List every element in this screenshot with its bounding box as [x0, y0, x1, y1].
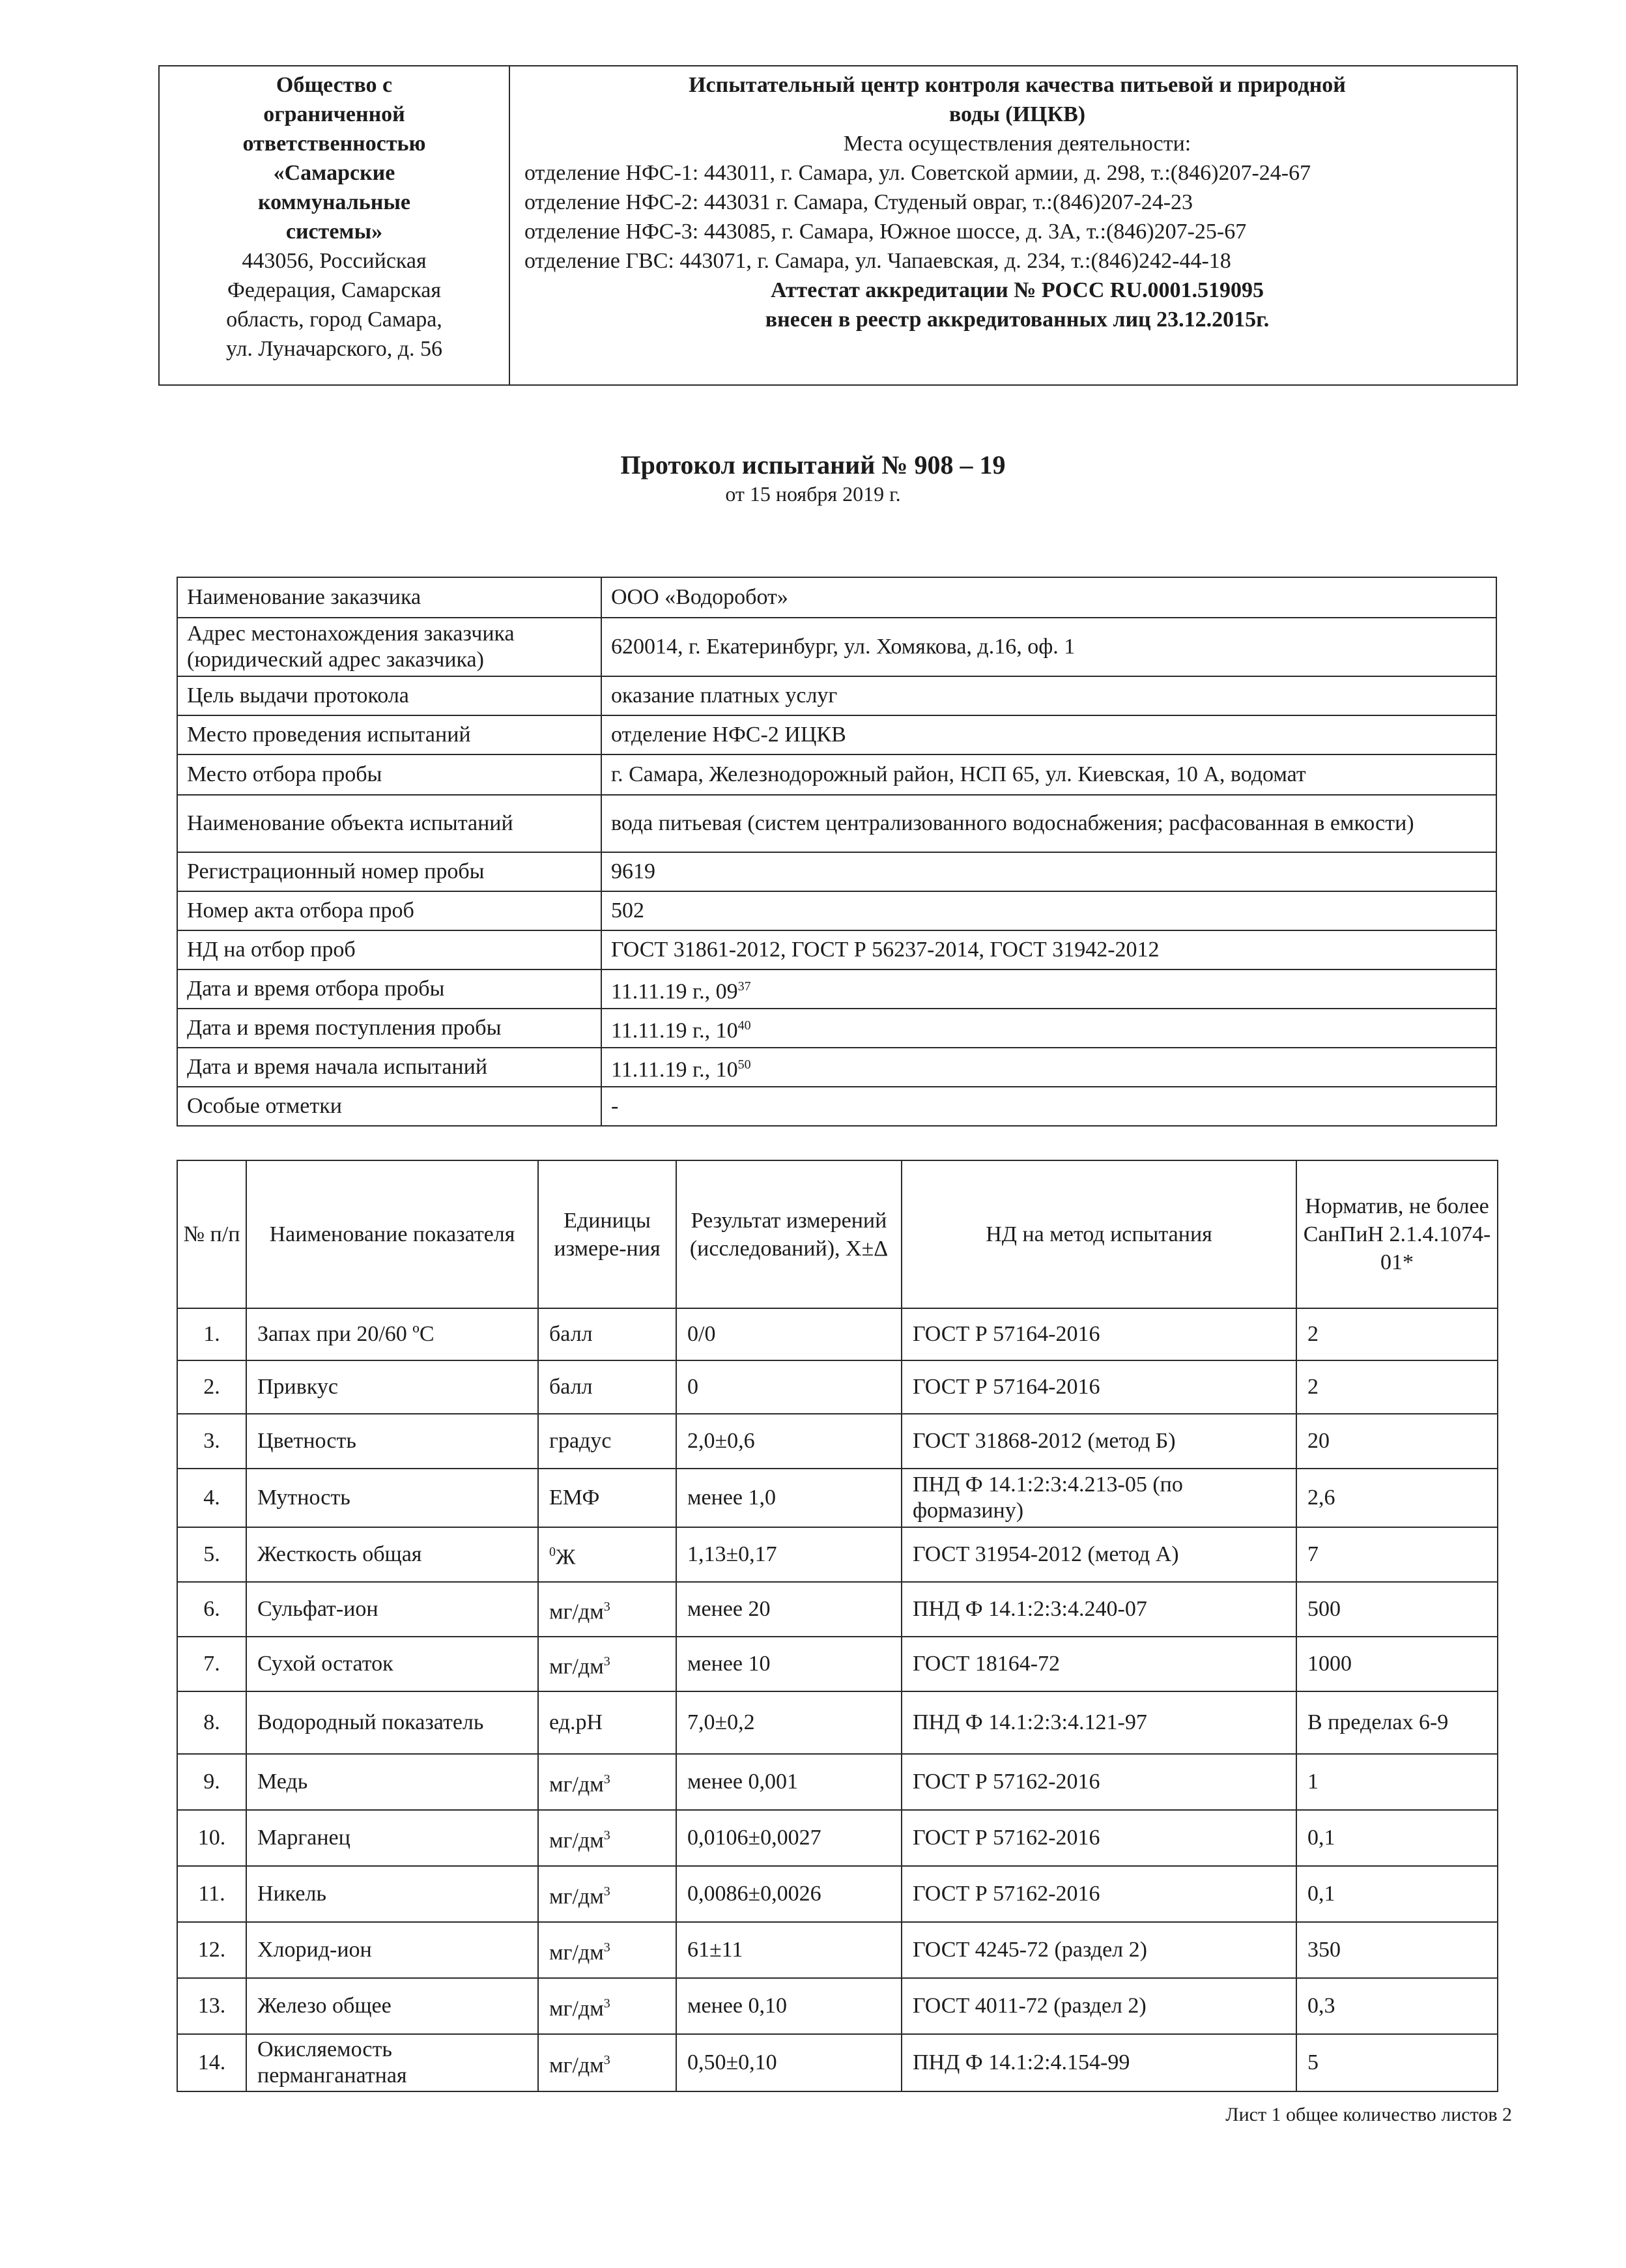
result-unit: [538, 1691, 676, 1754]
result-num: 14.: [177, 2034, 246, 2091]
unit-text: мг/дм: [549, 2053, 604, 2078]
unit-text: мг/дм: [549, 1940, 604, 1965]
result-unit: [538, 1308, 676, 1360]
result-norm: 7: [1296, 1527, 1498, 1582]
result-name: Железо общее: [246, 1978, 538, 2034]
unit-sup: 3: [603, 1654, 610, 1669]
result-num: 10.: [177, 1810, 246, 1866]
result-norm: 1: [1296, 1754, 1498, 1810]
result-method: ГОСТ Р 57162-2016: [902, 1810, 1296, 1866]
info-value-text: 11.11.19 г., 10: [611, 1057, 738, 1082]
unit-sup: 3: [603, 1828, 610, 1843]
result-row: [177, 1469, 1498, 1527]
unit-text: мг/дм: [549, 1654, 604, 1679]
result-method: ГОСТ Р 57162-2016: [902, 1754, 1296, 1810]
unit-text: градус: [549, 1429, 612, 1453]
info-value: [601, 1009, 1496, 1048]
info-value-text: 11.11.19 г., 10: [611, 1018, 738, 1043]
col-header-result: Результат измерений (исследований), X±Δ: [676, 1160, 902, 1308]
result-unit: [538, 1866, 676, 1922]
result-method: ПНД Ф 14.1:2:3:4.213-05 (по формазину): [902, 1469, 1296, 1527]
accreditation-line: внесен в реестр аккредитованных лиц 23.12.2015г.: [765, 308, 1270, 332]
result-unit: [538, 1360, 676, 1414]
org-name-line: ответственностью: [242, 132, 426, 156]
info-value: ООО «Водоробот»: [601, 577, 1496, 618]
info-row: [177, 852, 1496, 891]
result-method: ГОСТ Р 57162-2016: [902, 1866, 1296, 1922]
result-name: Привкус: [246, 1360, 538, 1414]
org-name-line: системы»: [285, 220, 383, 244]
sheet-footer: Лист 1 общее количество листов 2: [1225, 2104, 1512, 2125]
result-row: [177, 1754, 1498, 1810]
info-value-sup: 40: [737, 1018, 751, 1033]
result-row: [177, 1866, 1498, 1922]
result-method: ГОСТ 4245-72 (раздел 2): [902, 1922, 1296, 1978]
org-address-line: 443056, Российская: [242, 249, 427, 273]
info-value: 502: [601, 891, 1496, 930]
result-num: 4.: [177, 1469, 246, 1527]
result-num: 2.: [177, 1360, 246, 1414]
places-caption: Места осуществления деятельности:: [843, 132, 1191, 156]
info-value: г. Самара, Железнодорожный район, НСП 65, ул. Киевская, 10 А, водомат: [601, 754, 1496, 795]
result-norm: В пределах 6-9: [1296, 1691, 1498, 1754]
result-num: 8.: [177, 1691, 246, 1754]
info-value: [601, 1048, 1496, 1087]
result-row: [177, 1637, 1498, 1691]
unit-sup: 3: [603, 1940, 610, 1955]
info-row: [177, 1009, 1496, 1048]
result-name: Водородный показатель: [246, 1691, 538, 1754]
col-header-norm: Норматив, не более СанПиН 2.1.4.1074-01*: [1296, 1160, 1498, 1308]
result-unit: [538, 1637, 676, 1691]
info-label: Место отбора пробы: [177, 754, 601, 795]
org-name-line: «Самарские: [273, 161, 395, 185]
result-unit: [538, 1469, 676, 1527]
results-table: [177, 1160, 1498, 2092]
unit-text: ЕМФ: [549, 1486, 600, 1510]
info-row: [177, 618, 1496, 676]
result-row: [177, 1308, 1498, 1360]
info-label: Дата и время начала испытаний: [177, 1048, 601, 1087]
result-value: 0,0106±0,0027: [676, 1810, 902, 1866]
result-name: Марганец: [246, 1810, 538, 1866]
result-name: Запах при 20/60 ºС: [246, 1308, 538, 1360]
info-row: [177, 930, 1496, 969]
result-num: 12.: [177, 1922, 246, 1978]
result-row: [177, 1582, 1498, 1637]
info-label: Адрес местонахождения заказчика (юридический адрес заказчика): [177, 618, 601, 676]
result-value: 0: [676, 1360, 902, 1414]
result-value: 61±11: [676, 1922, 902, 1978]
info-row: [177, 795, 1496, 852]
accreditation-line: Аттестат аккредитации № РОСС RU.0001.519095: [770, 278, 1264, 302]
unit-text: мг/дм: [549, 1828, 604, 1853]
result-row: [177, 1922, 1498, 1978]
result-method: ПНД Ф 14.1:2:3:4.240-07: [902, 1582, 1296, 1637]
result-norm: 20: [1296, 1414, 1498, 1469]
unit-text: мг/дм: [549, 1772, 604, 1797]
result-norm: 350: [1296, 1922, 1498, 1978]
info-row: [177, 1048, 1496, 1087]
result-value: менее 20: [676, 1582, 902, 1637]
info-row: [177, 891, 1496, 930]
result-norm: 5: [1296, 2034, 1498, 2091]
unit-text: мг/дм: [549, 1884, 604, 1909]
unit-text: балл: [549, 1322, 593, 1346]
result-value: 0,50±0,10: [676, 2034, 902, 2091]
result-value: менее 0,001: [676, 1754, 902, 1810]
result-method: ПНД Ф 14.1:2:4.154-99: [902, 2034, 1296, 2091]
info-row: [177, 676, 1496, 715]
result-norm: 1000: [1296, 1637, 1498, 1691]
result-norm: 2,6: [1296, 1469, 1498, 1527]
result-unit: [538, 1582, 676, 1637]
header-table: [158, 65, 1518, 386]
department-line: отделение НФС-1: 443011, г. Самара, ул. Советской армии, д. 298, т.:(846)207-24-67: [524, 161, 1311, 185]
org-address-line: Федерация, Самарская: [227, 278, 441, 302]
info-label: Цель выдачи протокола: [177, 676, 601, 715]
result-norm: 0,3: [1296, 1978, 1498, 2034]
department-line: отделение НФС-2: 443031 г. Самара, Студеный овраг, т.:(846)207-24-23: [524, 190, 1193, 214]
result-value: 7,0±0,2: [676, 1691, 902, 1754]
info-row: [177, 969, 1496, 1009]
unit-sup: 3: [603, 1772, 610, 1787]
col-header-unit: Единицы измере-ния: [538, 1160, 676, 1308]
info-value: 9619: [601, 852, 1496, 891]
result-unit: [538, 1754, 676, 1810]
result-method: ПНД Ф 14.1:2:3:4.121-97: [902, 1691, 1296, 1754]
info-label: Регистрационный номер пробы: [177, 852, 601, 891]
result-num: 7.: [177, 1637, 246, 1691]
info-row: [177, 715, 1496, 754]
result-unit: [538, 1978, 676, 2034]
result-row: [177, 1810, 1498, 1866]
result-row: [177, 1691, 1498, 1754]
lab-title-line: Испытательный центр контроля качества питьевой и природной: [689, 73, 1346, 97]
info-label: Особые отметки: [177, 1087, 601, 1126]
info-value: [601, 969, 1496, 1009]
sample-info-table: [177, 577, 1497, 1127]
info-label: Дата и время поступления пробы: [177, 1009, 601, 1048]
result-num: 9.: [177, 1754, 246, 1810]
info-value: оказание платных услуг: [601, 676, 1496, 715]
result-row: [177, 1978, 1498, 2034]
results-body: [177, 1308, 1498, 2091]
result-name: Медь: [246, 1754, 538, 1810]
result-name: Окисляемость перманганатная: [246, 2034, 538, 2091]
unit-text: мг/дм: [549, 1996, 604, 2021]
info-label: Наименование объекта испытаний: [177, 795, 601, 852]
result-value: 0,0086±0,0026: [676, 1866, 902, 1922]
result-norm: 500: [1296, 1582, 1498, 1637]
result-method: ГОСТ 4011-72 (раздел 2): [902, 1978, 1296, 2034]
info-row: [177, 754, 1496, 795]
result-norm: 0,1: [1296, 1810, 1498, 1866]
result-row: [177, 2034, 1498, 2091]
org-name-line: Общество с: [276, 73, 393, 97]
protocol-title: Протокол испытаний № 908 – 19: [620, 450, 1006, 480]
org-address-line: область, город Самара,: [226, 308, 442, 332]
result-unit: [538, 2034, 676, 2091]
org-name-line: коммунальные: [258, 190, 410, 214]
result-method: ГОСТ 31954-2012 (метод А): [902, 1527, 1296, 1582]
info-value: -: [601, 1087, 1496, 1126]
result-value: менее 10: [676, 1637, 902, 1691]
result-unit: [538, 1810, 676, 1866]
result-num: 1.: [177, 1308, 246, 1360]
department-line: отделение НФС-3: 443085, г. Самара, Южное шоссе, д. 3А, т.:(846)207-25-67: [524, 220, 1247, 244]
info-label: Наименование заказчика: [177, 577, 601, 618]
info-value-sup: 37: [737, 979, 751, 994]
unit-text: ед.pH: [549, 1710, 603, 1734]
result-unit: [538, 1414, 676, 1469]
unit-sup: 3: [603, 1884, 610, 1899]
result-name: Хлорид-ион: [246, 1922, 538, 1978]
result-unit: [538, 1527, 676, 1582]
result-row: [177, 1527, 1498, 1582]
result-method: ГОСТ 18164-72: [902, 1637, 1296, 1691]
protocol-date: от 15 ноября 2019 г.: [725, 482, 901, 506]
result-name: Жесткость общая: [246, 1527, 538, 1582]
result-value: 0/0: [676, 1308, 902, 1360]
result-row: [177, 1414, 1498, 1469]
unit-degree: 0: [549, 1544, 556, 1559]
info-label: Номер акта отбора проб: [177, 891, 601, 930]
result-norm: 2: [1296, 1308, 1498, 1360]
result-method: ГОСТ 31868-2012 (метод Б): [902, 1414, 1296, 1469]
result-name: Цветность: [246, 1414, 538, 1469]
result-num: 13.: [177, 1978, 246, 2034]
result-row: [177, 1360, 1498, 1414]
info-label: Место проведения испытаний: [177, 715, 601, 754]
lab-title-line: воды (ИЦКВ): [948, 102, 1086, 126]
lab-cell: [509, 66, 1517, 385]
org-address-line: ул. Луначарского, д. 56: [225, 337, 443, 361]
info-value: 620014, г. Екатеринбург, ул. Хомякова, д.16, оф. 1: [601, 618, 1496, 676]
results-header-row: [177, 1160, 1498, 1308]
info-value: ГОСТ 31861-2012, ГОСТ Р 56237-2014, ГОСТ 31942-2012: [601, 930, 1496, 969]
result-value: менее 1,0: [676, 1469, 902, 1527]
info-label: НД на отбор проб: [177, 930, 601, 969]
info-value-text: 11.11.19 г., 09: [611, 979, 738, 1004]
result-value: 2,0±0,6: [676, 1414, 902, 1469]
info-value: отделение НФС-2 ИЦКВ: [601, 715, 1496, 754]
col-header-method: НД на метод испытания: [902, 1160, 1296, 1308]
col-header-num: № п/п: [177, 1160, 246, 1308]
info-value-sup: 50: [737, 1057, 751, 1072]
unit-text: балл: [549, 1375, 593, 1399]
result-norm: 2: [1296, 1360, 1498, 1414]
unit-sup: 3: [603, 1599, 610, 1614]
result-method: ГОСТ Р 57164-2016: [902, 1360, 1296, 1414]
result-num: 6.: [177, 1582, 246, 1637]
org-name-line: ограниченной: [263, 102, 405, 126]
result-unit: [538, 1922, 676, 1978]
result-num: 5.: [177, 1527, 246, 1582]
result-name: Мутность: [246, 1469, 538, 1527]
info-row: [177, 577, 1496, 618]
result-norm: 0,1: [1296, 1866, 1498, 1922]
result-name: Никель: [246, 1866, 538, 1922]
info-row: [177, 1087, 1496, 1126]
department-line: отделение ГВС: 443071, г. Самара, ул. Чапаевская, д. 234, т.:(846)242-44-18: [524, 249, 1231, 273]
unit-text: Ж: [556, 1545, 576, 1570]
result-name: Сульфат-ион: [246, 1582, 538, 1637]
col-header-name: Наименование показателя: [246, 1160, 538, 1308]
result-value: менее 0,10: [676, 1978, 902, 2034]
result-value: 1,13±0,17: [676, 1527, 902, 1582]
result-name: Сухой остаток: [246, 1637, 538, 1691]
info-label: Дата и время отбора пробы: [177, 969, 601, 1009]
info-value: вода питьевая (систем централизованного водоснабжения; расфасованная в емкости): [601, 795, 1496, 852]
unit-text: мг/дм: [549, 1600, 604, 1624]
result-num: 3.: [177, 1414, 246, 1469]
unit-sup: 3: [603, 1996, 610, 2011]
organization-cell: [159, 66, 509, 385]
result-method: ГОСТ Р 57164-2016: [902, 1308, 1296, 1360]
result-num: 11.: [177, 1866, 246, 1922]
unit-sup: 3: [603, 2052, 610, 2067]
